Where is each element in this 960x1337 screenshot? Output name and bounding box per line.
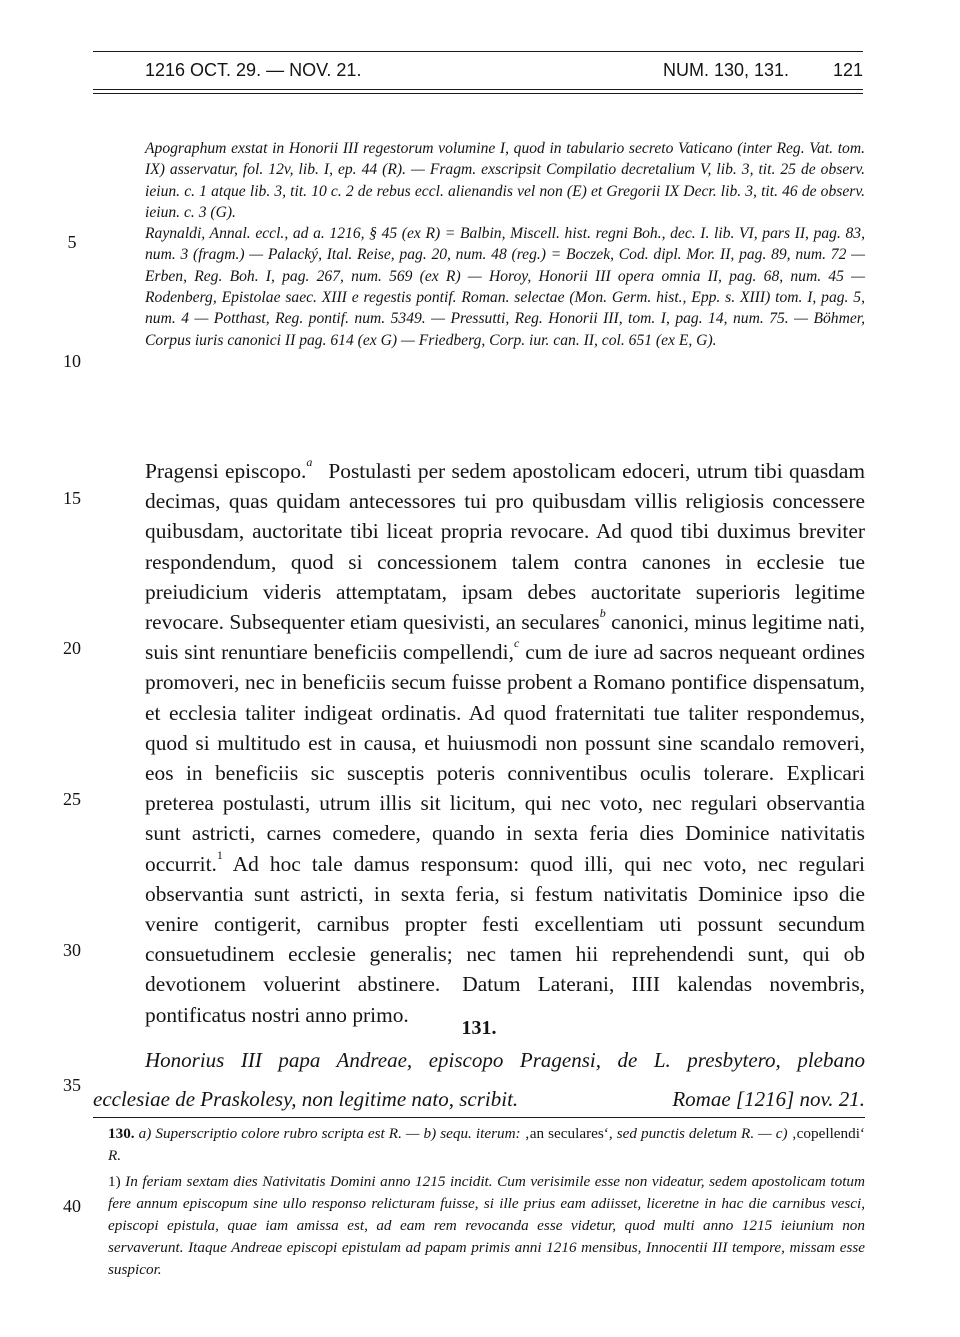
line-number: 40 [63,1196,81,1216]
footnote-mark-b: b [599,606,606,621]
regest-line-1: Honorius III papa Andreae, episcopo Pragensi, de L. presbytero, plebano [145,1048,865,1072]
footnote-mark-c: c [513,636,520,651]
header-double-rule [93,93,863,94]
datum-clause: Datum Laterani, IIII kalendas novembris, pontificatus nostri anno primo. [145,972,865,1027]
line-number: 10 [63,351,81,371]
bibliographic-apparatus [145,138,865,351]
line-number: 25 [63,789,81,809]
document-number-131: 131. [461,1017,497,1039]
letter-130-text: Pragensi episcopo.$^a$ Postulasti per sedem apostolicam edoceri, utrum tibi quasdam decimas, quas quidam antecessores tui pro quibusdam villis religiosis concessere quibusdam, auctoritate tibi liceat propria revocare. Ad quod tibi duximus breviter respondendum, quod si concessionem talem contra canones in ecclesie tue preiudicium videris attemptatam, ipsam debes auctoritate superioris legitime revocare. Subsequenter etiam quesivisti, an seculares$^b$ canonici, minus legitime nati, suis sint renuntiare beneficiis compellendi,$^c$ cum de iure ad sacros nequeant ordines promoveri, nec in beneficiis secum fuisse probent a Romano pontifice dispensatum, et ecclesia taliter indigeat ordinatis. Ad quod fraternitati tue taliter respondemus, quod si multitudo est in causa, et huiusmodi non possunt sine scandalo removeri, eos in beneficiis sic susceptis poteris conniventibus oculis tolerare. Explicari preterea postulasti, utrum illis sit licitum, qui nec voto, nec regulari observantia sunt astricti, carnes comedere, quando in sexta feria dies Dominice nativitatis occurrit.$^1$ Ad hoc tale damus responsum: quod illi, qui nec voto, nec regulari observantia sunt astricti, in sexta feria, si festum nativitatis Dominice ipso die venire contigerit, carnibus propter festi excellentiam uti possunt secundum consuetudinem ecclesie generalis; nec tamen hii reprehendendi sunt, qui ob devotionem voluerint abstinere. Datum Laterani, IIII kalendas novembris, pontificatus nostri anno primo. [145,455,866,1027]
footnote-130: 130. a) Superscriptio colore rubro scripta est R. — b) sequ. iterum: ‚an seculares‘, sed punctis deletum R. — c) ‚copellendi‘ R. [108,1125,865,1164]
line-number: 15 [63,488,81,508]
line-number: 30 [63,940,81,960]
line-number: 5 [67,232,77,252]
header-top-rule [93,51,863,52]
line-number: 20 [63,638,81,658]
footnote-1: 1) In feriam sextam dies Nativitatis Domini anno 1215 incidit. Cum verisimile esse non videatur, sedem apostolicam totum fere annum episcopum sine ullo responso relicturam fuisse, si ille prius eam adiisset, liceretne in hac die carnibus vesci, episcopi epistula, quae iam amissa est, ad eam rem revocanda esse videtur, quod multi anno 1215 ieiunium non servaverunt. Itaque Andreae episcopi epistulam ad papam primis anni 1216 mensibus, Innocentii III tempore, missam esse suspicor. [108,1173,865,1278]
footnote-mark-1: 1 [216,847,223,862]
running-header [145,58,863,86]
line-number: 35 [63,1075,81,1095]
regest-date: Romae [1216] nov. 21. [672,1087,865,1111]
header-date-range: 1216 OCT. 29. — NOV. 21. [145,60,362,80]
footnote-rule [93,1117,865,1118]
header-bottom-rule [93,89,863,90]
printed-editions: Raynaldi, Annal. eccl., ad a. 1216, § 45 (ex R) = Balbin, Miscell. hist. regni Boh., dec. I. lib. VI, pars II, pag. 83, num. 3 (fragm.) — Palacký, Ital. Reise, pag. 20, num. 48 (reg.) = Boczek, Cod. dipl. Mor. II, pag. 89, num. 72 — Erben, Reg. Boh. I, pag. 267, num. 569 (ex R) — Horoy, Honorii III opera omnia II, pag. 68, num. 45 — Rodenberg, Epistolae saec. XIII e regestis pontif. Roman. selectae (Mon. Germ. hist., Epp. s. XIII) tom. I, pag. 5, num. 4 — Potthast, Reg. pontif. num. 5349. — Pressutti, Reg. Honorii III, tom. I, pag. 14, num. 75. — Böhmer, Corpus iuris canonici II pag. 614 (ex G) — Friedberg, Corp. iur. can. II, col. 651 (ex E, G). [145,225,865,349]
footnote-doc-number: 130. [108,1125,135,1142]
header-doc-numbers: NUM. 130, 131. [663,60,790,80]
manuscript-tradition: Apographum exstat in Honorii III regestorum volumine I, quod in tabulario secreto Vaticano (inter Reg. Vat. tom. IX) asservatur, fol. 12v, lib. I, ep. 44 (R). — Fragm. exscripsit Compilatio decretalium V, lib. 3, tit. 25 de observ. ieiun. c. 1 atque lib. 3, tit. 10 c. 2 de rebus eccl. alienandis vel non (E) et Gregorii IX Decr. lib. 3, tit. 46 de observ. ieiun. c. 3 (G). [145,140,865,221]
regest-131 [93,1046,865,1114]
regest-line-2: ecclesiae de Praskolesy, non legitime nato, scribit. [93,1087,519,1111]
page-number: 121 [832,60,863,80]
footnote-mark-a: a [306,455,313,469]
addressee: Pragensi episcopo.$^a$ [145,455,313,483]
